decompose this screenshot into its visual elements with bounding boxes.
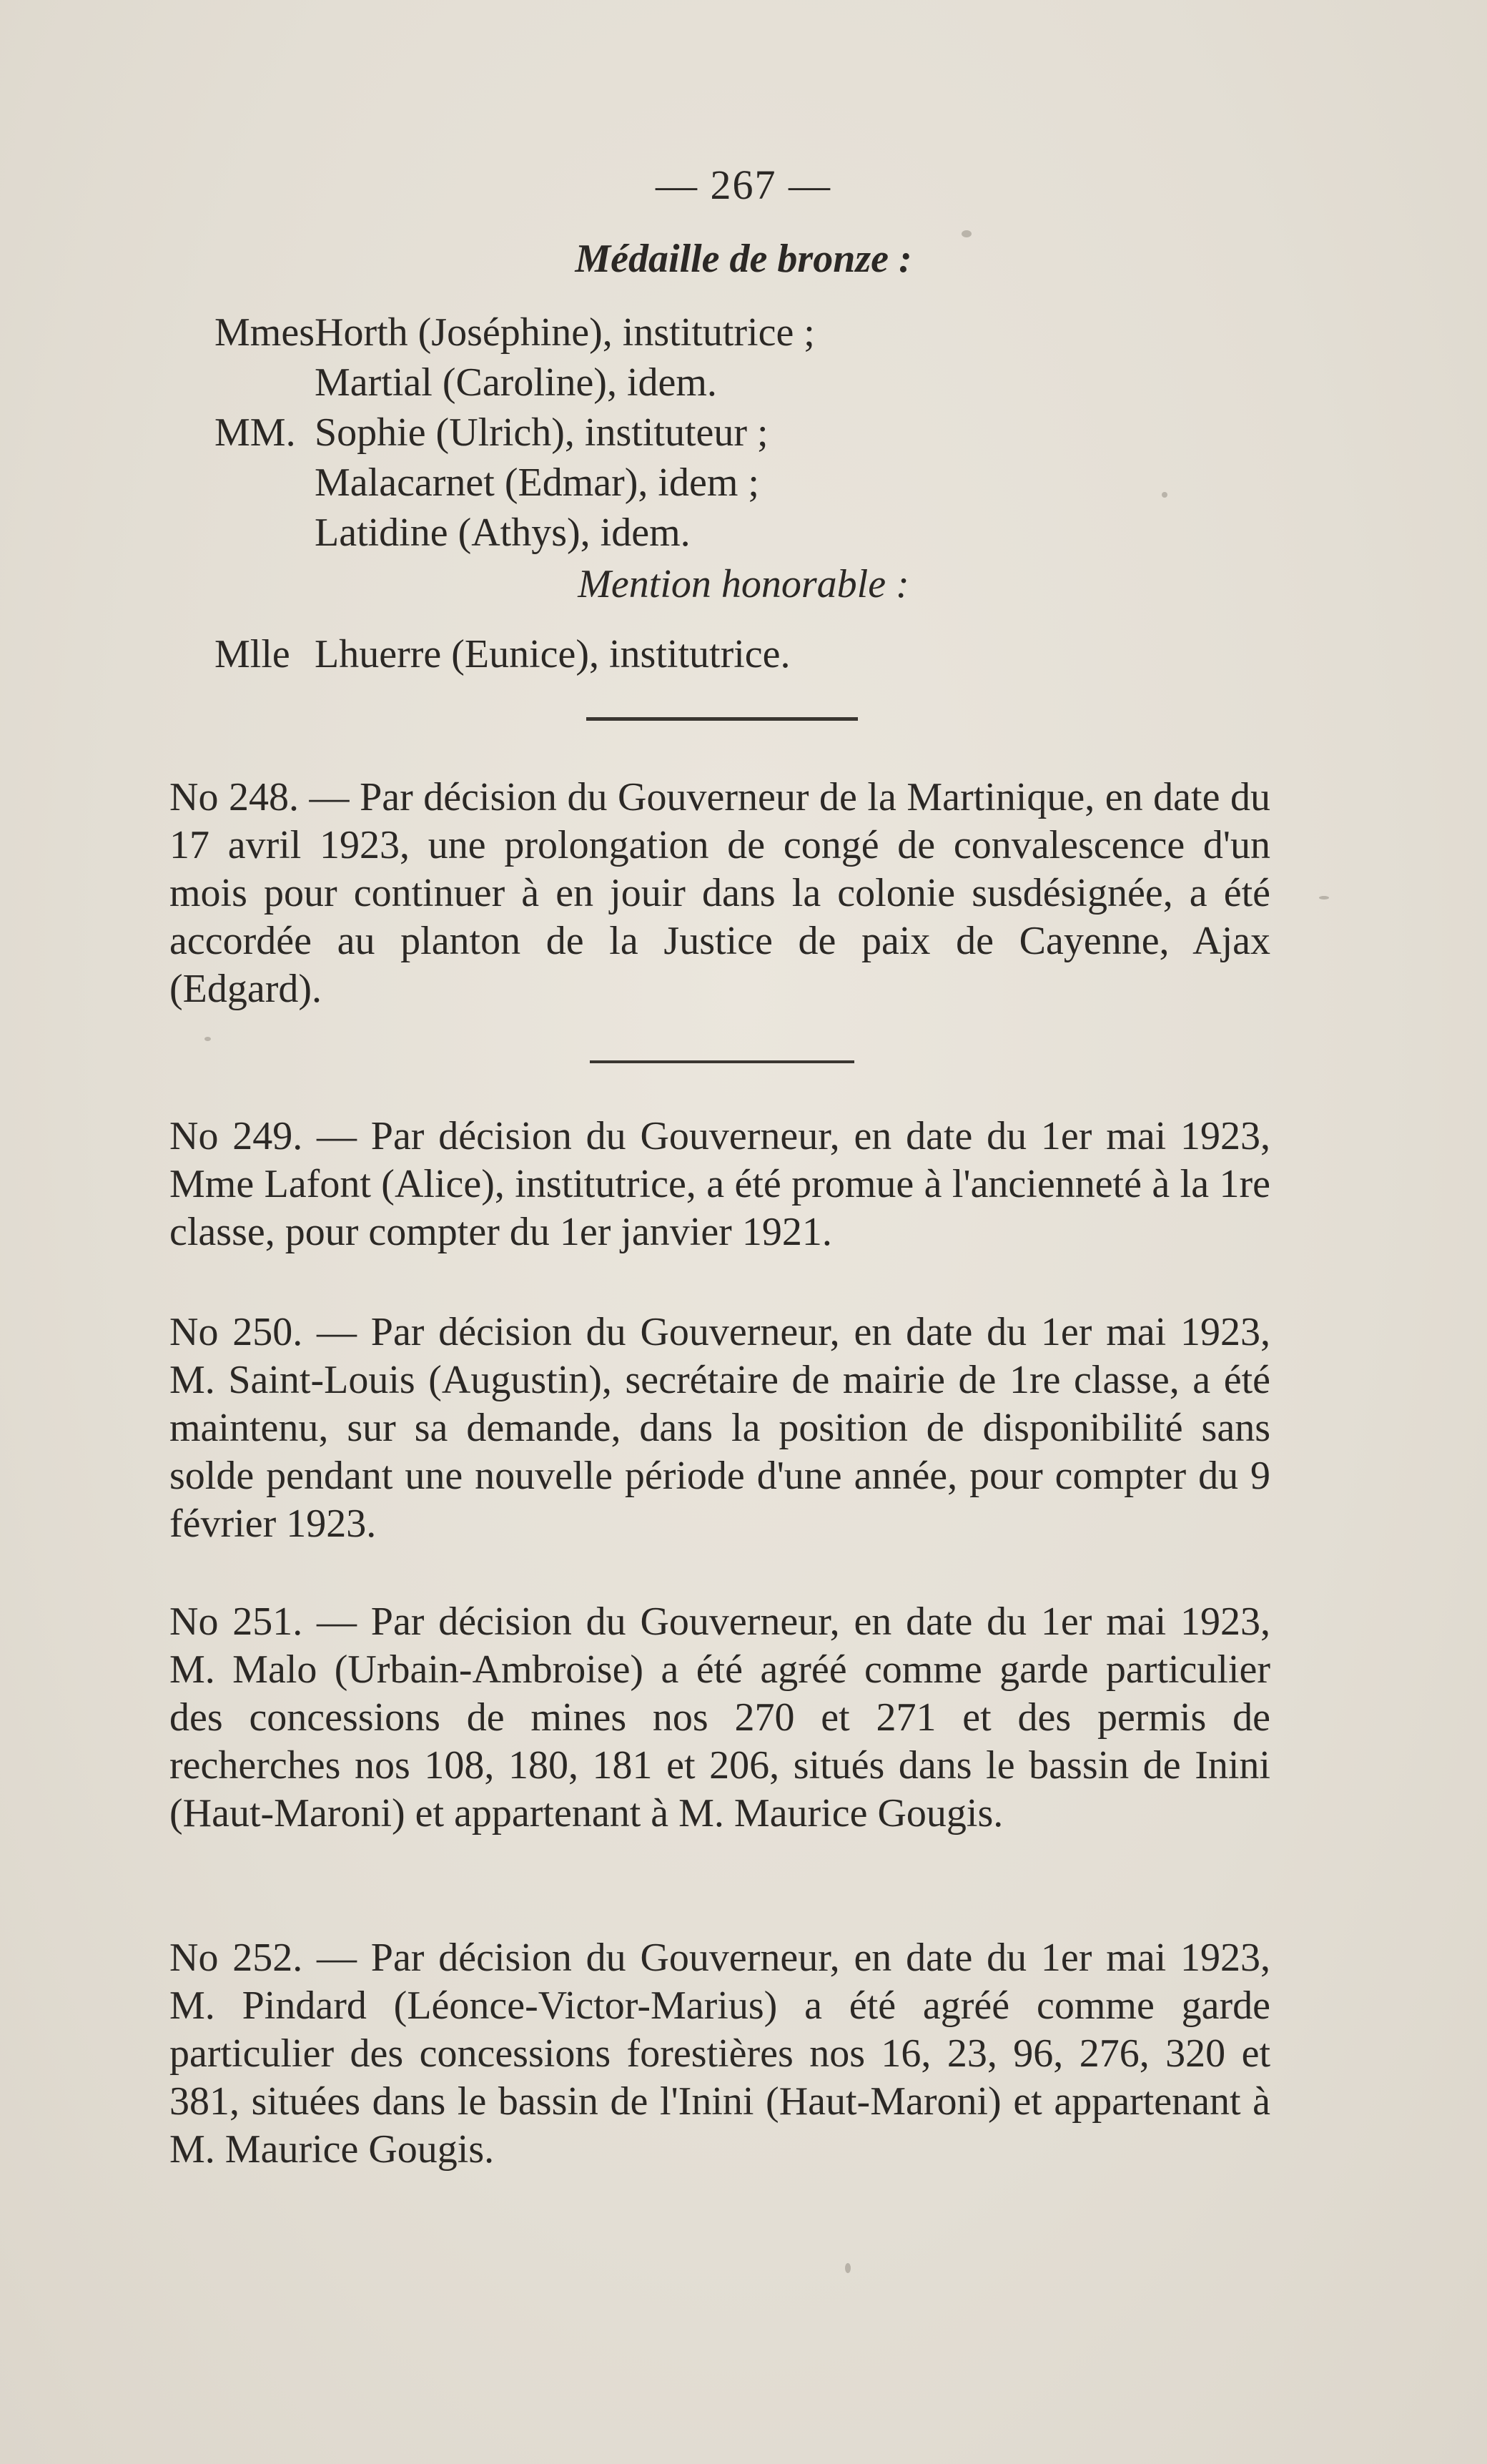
heading-bronze-medal: Médaille de bronze : [575, 237, 912, 281]
paper-speck [1162, 492, 1167, 498]
list-text: Malacarnet (Edmar), idem ; [315, 460, 759, 505]
list-prefix: MM. [214, 410, 296, 455]
list-prefix: Mmes [214, 310, 315, 355]
decision-249: No 249. — Par décision du Gouverneur, en date du 1er mai 1923, Mme Lafont (Alice), institutrice, a été promue à l'ancienneté à la 1re classe, pour compter du 1er janvier 1921. [169, 1114, 1270, 1254]
list-prefix: Mlle [214, 632, 290, 676]
paper-speck [962, 230, 972, 237]
decision-252: No 252. — Par décision du Gouverneur, en date du 1er mai 1923, M. Pindard (Léonce-Victor-Marius) a été agréé comme garde particulier des concessions forestières nos 16, 23, 96, 276, 320 et 381, situées dans le bassin de l'Inini (Haut-Maroni) et appartenant à M. Maurice Gougis. [169, 1936, 1270, 2172]
list-text: Latidine (Athys), idem. [315, 511, 691, 555]
section-divider [590, 1060, 854, 1063]
page-number: — 267 — [656, 162, 831, 208]
decision-250: No 250. — Par décision du Gouverneur, en date du 1er mai 1923, M. Saint-Louis (Augustin), secrétaire de mairie de 1re classe, a été maintenu, sur sa demande, dans la position de disponibilité sans solde pendant une nouvelle période d'une année, pour compter du 9 février 1923. [169, 1310, 1270, 1546]
paper-speck [204, 1037, 211, 1041]
decision-251: No 251. — Par décision du Gouverneur, en date du 1er mai 1923, M. Malo (Urbain-Ambroise) a été agréé comme garde particulier des concessions de mines nos 270 et 271 et des permis de recherches nos 108, 180, 181 et 206, situés dans le bassin de Inini (Haut-Maroni) et appartenant à M. Maurice Gougis. [169, 1600, 1270, 1835]
heading-honorable-mention: Mention honorable : [578, 562, 909, 606]
decision-248: No 248. — Par décision du Gouverneur de la Martinique, en date du 17 avril 1923, une prolongation de congé de convalescence d'un mois pour continuer à en jouir dans la colonie susdésignée, a été accordée au planton de la Justice de paix de Cayenne, Ajax (Edgard). [169, 775, 1270, 1011]
list-text: Horth (Joséphine), institutrice ; [315, 310, 815, 355]
paper-speck [845, 2263, 851, 2273]
list-text: Martial (Caroline), idem. [315, 360, 717, 405]
section-divider [586, 717, 858, 721]
list-text: Sophie (Ulrich), instituteur ; [315, 410, 769, 455]
list-text: Lhuerre (Eunice), institutrice. [315, 632, 791, 676]
paper-speck [1319, 896, 1329, 900]
